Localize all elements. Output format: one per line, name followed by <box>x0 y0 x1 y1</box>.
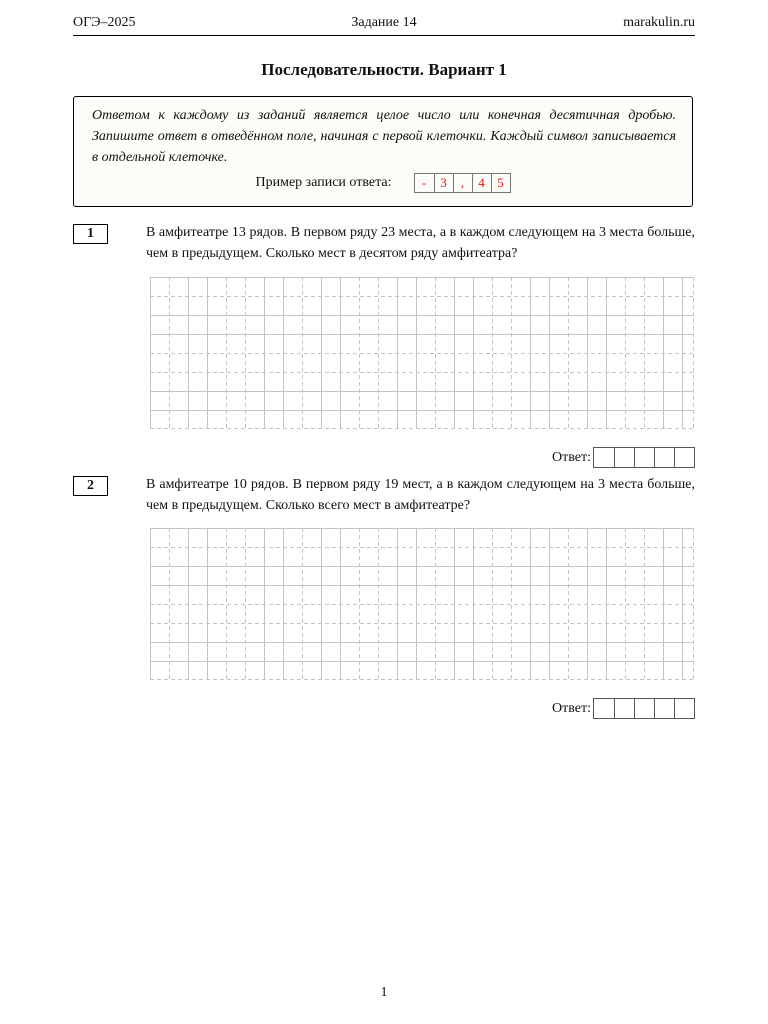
page-header <box>73 13 695 36</box>
answer-cell[interactable] <box>654 699 674 718</box>
answer-label: Ответ: <box>552 449 591 465</box>
answer-field <box>552 447 695 468</box>
header-site: marakulin.ru <box>623 15 695 30</box>
answer-cell[interactable] <box>614 448 634 467</box>
answer-label: Ответ: <box>552 700 591 716</box>
example-label: Пример записи ответа: <box>255 175 392 190</box>
example-cell: 5 <box>491 174 510 192</box>
answer-cell[interactable] <box>674 448 694 467</box>
example-cells <box>414 173 511 193</box>
task-number: 2 <box>73 476 108 496</box>
example-cell: , <box>453 174 472 192</box>
work-grid[interactable] <box>150 277 694 429</box>
work-grid[interactable] <box>150 528 694 680</box>
answer-cell[interactable] <box>654 448 674 467</box>
answer-cell[interactable] <box>594 699 614 718</box>
answer-cells <box>593 698 695 719</box>
answer-cell[interactable] <box>614 699 634 718</box>
answer-example <box>74 173 692 193</box>
answer-cells <box>593 447 695 468</box>
answer-cell[interactable] <box>674 699 694 718</box>
task-text: В амфитеатре 10 рядов. В первом ряду 19 мест, а в каждом следующем на 3 места больше, чем в предыдущем. Сколько всего мест в амфитеатре? <box>146 477 695 513</box>
example-cell: 3 <box>434 174 453 192</box>
example-cell: 4 <box>472 174 491 192</box>
page-number: 1 <box>380 985 388 1000</box>
answer-cell[interactable] <box>634 448 654 467</box>
header-exam: ОГЭ–2025 <box>73 15 136 30</box>
answer-cell[interactable] <box>634 699 654 718</box>
instructions-text: Ответом к каждому из заданий является целое число или конечная десятичная дробью. Запишите ответ в отведённом поле, начиная с первой клеточки. Каждый символ записывается в отдельной клеточке. <box>92 108 676 165</box>
header-task: Задание 14 <box>351 15 417 30</box>
task-text: В амфитеатре 13 рядов. В первом ряду 23 места, а в каждом следующем на 3 места больше, чем в предыдущем. Сколько мест в десятом ряду амфитеатра? <box>146 225 695 261</box>
example-cell: - <box>421 175 427 190</box>
page-title: Последовательности. Вариант 1 <box>261 60 507 79</box>
instructions-box <box>73 96 693 207</box>
task-number: 1 <box>73 224 108 244</box>
answer-cell[interactable] <box>594 448 614 467</box>
answer-field <box>552 698 695 719</box>
